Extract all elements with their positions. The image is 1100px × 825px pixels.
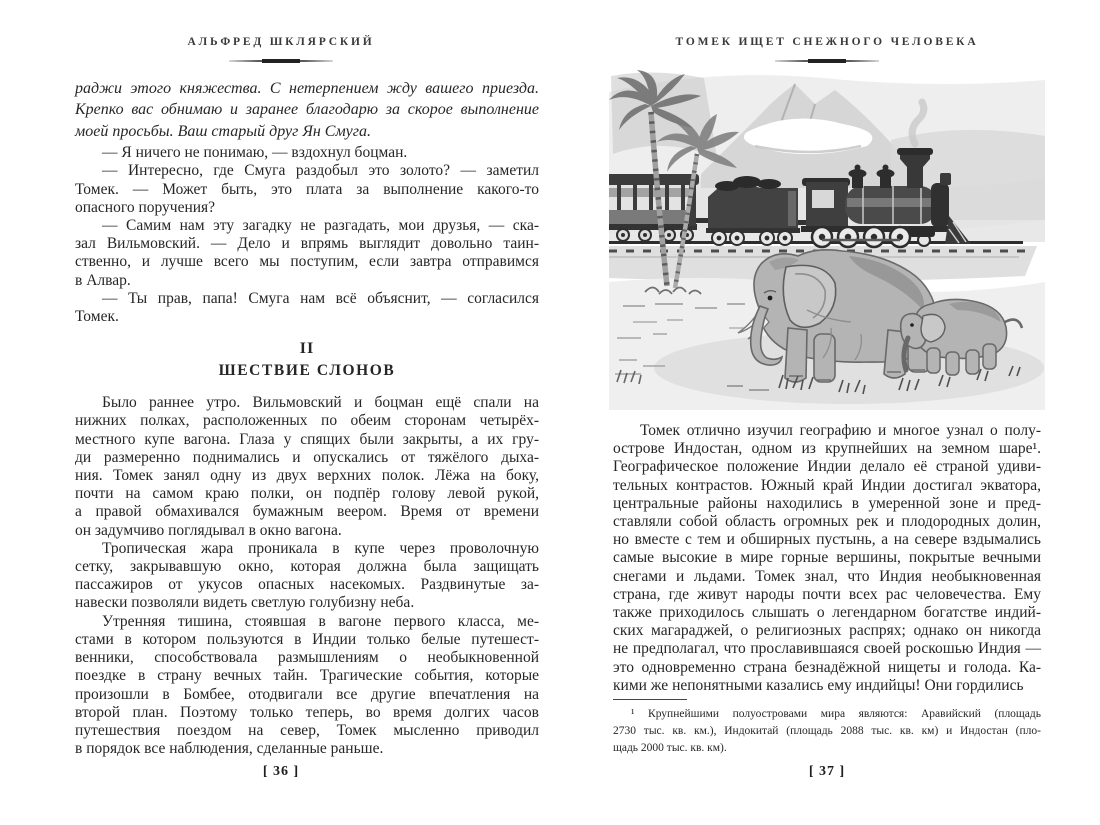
page-number-left: [ 36 ]: [262, 764, 300, 779]
body-paragraph: Утренняя тишина, стоявшая в вагоне первого класса, ме- стами в котором пользуются в Индии только белые путешест- венники, способствовала размышлениям о необыкновенной поездке в страну вечных тайн. Трагические события, которые произошли в Бомбее, отодвигали все другие впечатления на второй план. Поэтому только теперь, во время долгих часов путешествия поездом на север, Томек мысленно приводил в порядок все наблюдения, сделанные раньше.: [75, 612, 539, 758]
letter-excerpt: раджи этого княжества. С нетерпением жду вашего приезда. Крепко вас обнимаю и заранее благодарю за скорое выполнение моей просьбы. Ваш старый друг Ян Смуга.: [75, 80, 539, 140]
dialogue-paragraph: — Самим нам эту загадку не разгадать, мои друзья, — ска- зал Вильмовский. — Дело и впрямь выглядит довольно таин- ственно, и лучше всего мы поступим, если завтра отправимся в Алвар.: [75, 217, 539, 289]
dialogue-paragraph: — Интересно, где Смуга раздобыл это золото? — заметил Томек. — Может быть, это плата за выполнение какого-то опасного поручения?: [75, 162, 539, 216]
body-paragraph: Было раннее утро. Вильмовский и боцман ещё спали на нижних полках, расположенных по обеим сторонам четырёх- местного купе вагона. Глаза у спящих были закрыты, а их гру- ди размеренно поднимались и опускались от тяжёлого дыха- ния. Томек занял одну из двух верхних полок. Лёжа на боку, почти на самом краю полки, он подпёр голову левой рукой, а правой обмахивался бумажным веером. Время от времени он задумчиво поглядывал в окно вагона.: [75, 394, 539, 539]
header-rule-icon: [75, 59, 539, 63]
left-page-text: [75, 78, 539, 758]
body-paragraph: Тропическая жара проникала в купе через проволочную сетку, закрывавшую окно, которая должна была защищать пассажиров от укусов опасных насекомых. Раздвинутые за- навески позволяли видеть светлую голубизну неба.: [75, 539, 539, 612]
chapter-number: II: [299, 340, 315, 358]
header-rule-icon: [613, 59, 1041, 63]
dialogue-paragraph: — Я ничего не понимаю, — вздохнул боцман.: [102, 144, 408, 162]
footnote-rule: [613, 699, 687, 700]
right-page: [613, 0, 1041, 825]
dialogue-paragraph: — Ты прав, папа! Смуга нам всё объяснит, — согласился Томек.: [75, 289, 539, 326]
running-head-title: ТОМЕК ИЩЕТ СНЕЖНОГО ЧЕЛОВЕКА: [675, 36, 979, 48]
headlamp-icon: [940, 173, 951, 185]
body-paragraph: Томек отлично изучил географию и многое узнал о полу- острове Индостан, одном из крупнейших на земном шаре¹. Географическое положение Индии делало её страной удиви- тельных контрастов. Южный край Индии достигал экватора, центральные районы находились в умеренной зоне и пред- ставляли собой область огромных рек и плодородных долин, но вместе с тем и обширных пустынь, а на севере вздымались самые высокие в мире горные вершины, покрытые вечными снегами и льдами. Томек знал, что Индия необыкновенная страна, где живут народы почти всех рас человечества. Ему также приходилось слышать о легендарном богатстве индий- ских магараджей, о религиозных распрях; однако он никогда не предполагал, что прославившаяся своей роскошью Индия — это одновременно страна безнадёжной нищеты и голода. Ка- кими же непонятными казались ему индийцы! Они гордились: [613, 422, 1041, 694]
left-page: [75, 0, 539, 825]
train-and-elephants-illustration: [609, 70, 1045, 410]
right-page-text: [613, 422, 1041, 695]
footnote: ¹ Крупнейшими полуостровами мира являются: Аравийский (площадь 2730 тыс. кв. км.), Индокитай (площадь 2088 тыс. кв. км) и Индостан (пло- щадь 2000 тыс. кв. км).: [613, 708, 1041, 754]
running-head-author: АЛЬФРЕД ШКЛЯРСКИЙ: [187, 36, 375, 48]
page-number-right: [ 37 ]: [808, 764, 846, 779]
chapter-title: ШЕСТВИЕ СЛОНОВ: [218, 362, 396, 380]
